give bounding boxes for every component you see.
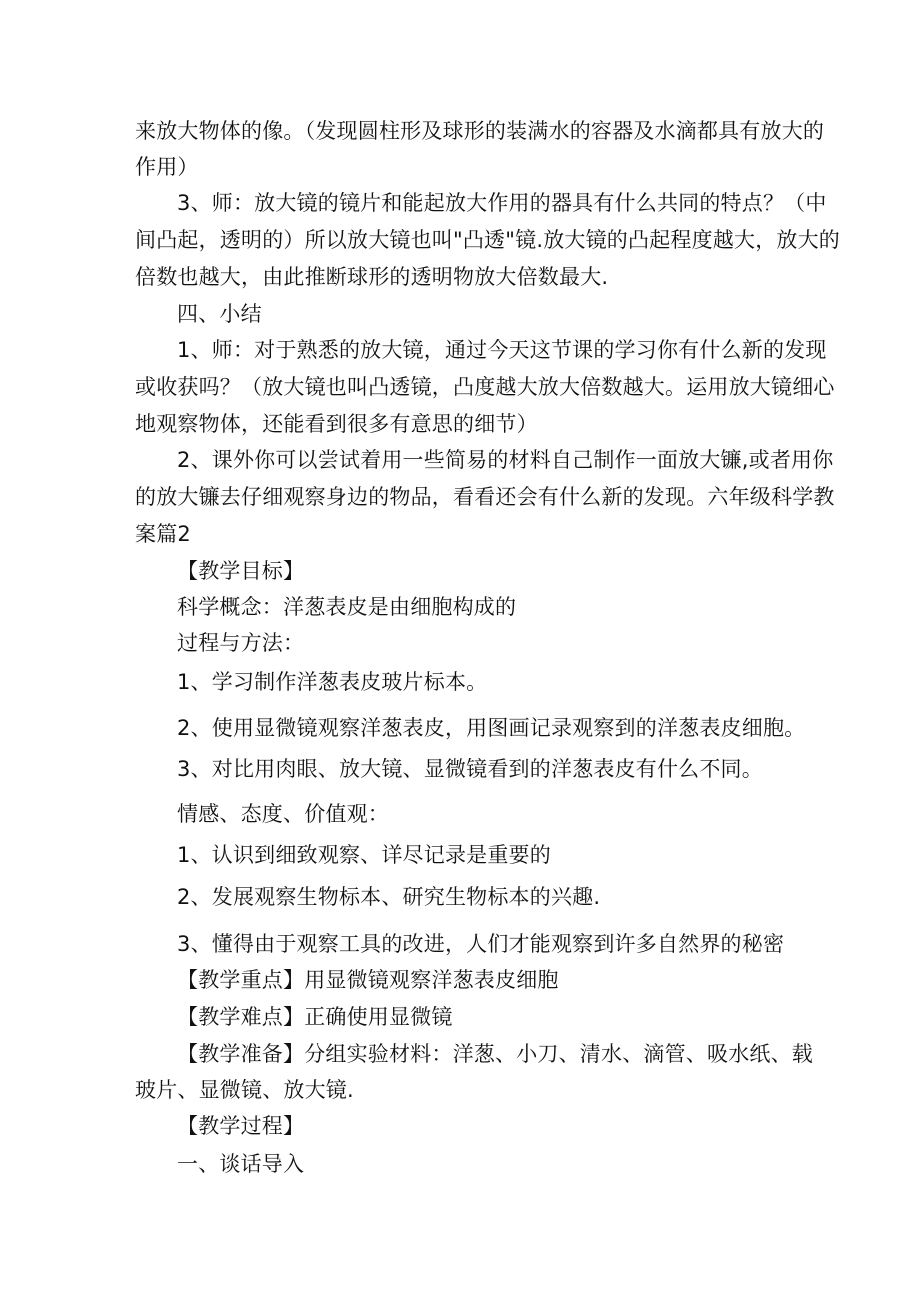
text-line-01: 来放大物体的像。（发现圆柱形及球形的装满水的容器及水滴都具有放大的: [135, 119, 825, 143]
section-heading-process: 【教学过程】: [177, 1114, 305, 1138]
text-line-19: 情感、态度、价值观：: [177, 802, 389, 826]
text-line-10: 2、课外你可以尝试着用一些简易的材料自己制作一面放大镰,或者用你: [177, 448, 834, 472]
text-line-14: 科学概念：洋葱表皮是由细胞构成的: [177, 595, 517, 619]
text-line-16: 1、学习制作洋葱表皮玻片标本。: [177, 670, 488, 694]
text-line-15: 过程与方法：: [177, 631, 305, 655]
text-line-02: 作用）: [135, 155, 199, 179]
text-line-07: 1、师：对于熟悉的放大镜，通过今天这节课的学习你有什么新的发现: [177, 338, 827, 362]
text-line-11: 的放大镰去仔细观察身边的物品，看看还会有什么新的发现。六年级科学教: [135, 485, 835, 509]
text-line-21: 2、发展观察生物标本、研究生物标本的兴趣.: [177, 885, 601, 909]
text-line-09: 地观察物体，还能看到很多有意思的细节）: [135, 412, 538, 436]
section-heading-intro: 一、谈话导入: [177, 1152, 305, 1176]
text-line-03: 3、师：放大镜的镜片和能起放大作用的器具有什么共同的特点？（中: [177, 191, 827, 215]
text-line-20: 1、认识到细致观察、详尽记录是重要的: [177, 843, 551, 867]
text-line-23: 【教学重点】用显微镜观察洋葱表皮细胞: [177, 968, 559, 992]
text-line-18: 3、对比用肉眼、放大镜、显微镜看到的洋葱表皮有什么不同。: [177, 757, 763, 781]
text-line-17: 2、使用显微镜观察洋葱表皮，用图画记录观察到的洋葱表皮细胞。: [177, 716, 806, 740]
section-heading-summary: 四、小结: [177, 302, 262, 326]
text-line-12: 案篇2: [135, 522, 191, 546]
text-line-24: 【教学难点】正确使用显微镜: [177, 1005, 453, 1029]
text-line-25: 【教学准备】分组实验材料：洋葱、小刀、清水、滴管、吸水纸、载: [177, 1042, 813, 1066]
text-line-08: 或收获吗？（放大镜也叫凸透镜，凸度越大放大倍数越大。运用放大镜细心: [135, 375, 835, 399]
text-line-26: 玻片、显微镜、放大镜.: [135, 1078, 354, 1102]
section-heading-objectives: 【教学目标】: [177, 559, 305, 583]
text-line-04: 间凸起，透明的）所以放大镜也叫"凸透"镜.放大镜的凸起程度越大，放大的: [135, 228, 840, 252]
text-line-05: 倍数也越大，由此推断球形的透明物放大倍数最大.: [135, 265, 609, 289]
text-line-22: 3、懂得由于观察工具的改进，人们才能观察到许多自然界的秘密: [177, 932, 785, 956]
